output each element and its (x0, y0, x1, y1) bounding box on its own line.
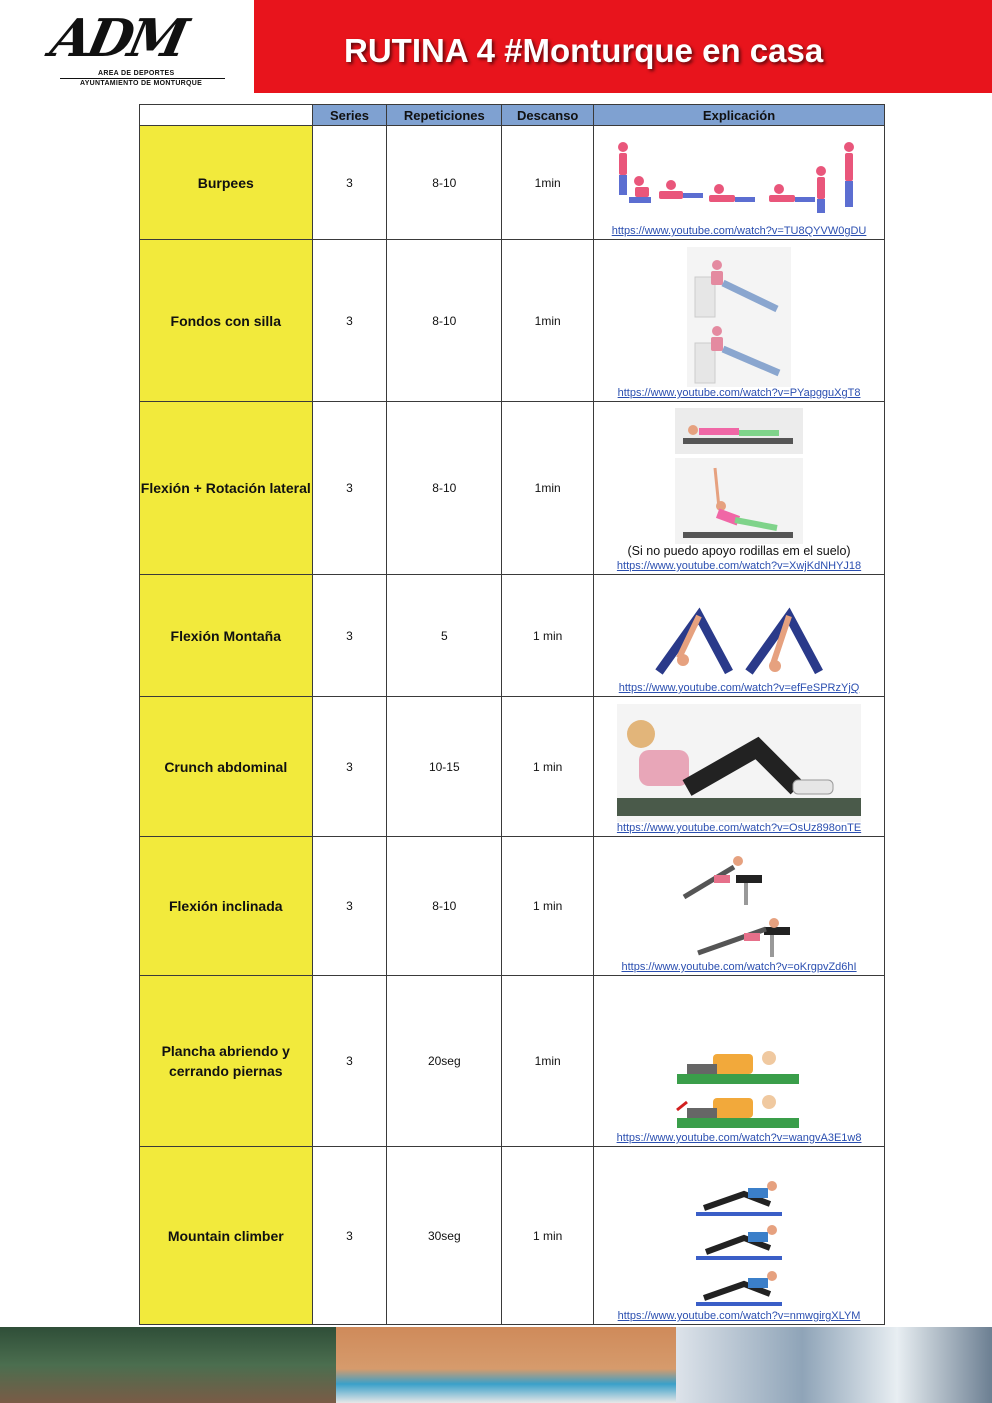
crunch-illustration (617, 704, 861, 822)
table-row (140, 697, 885, 837)
logo-mark: ADM (45, 8, 190, 69)
plank-jacks-illustration (673, 1044, 805, 1132)
video-link[interactable]: https://www.youtube.com/watch?v=XwjKdNHYJ18 (616, 560, 862, 572)
pike-pushup-illustration (639, 602, 839, 682)
video-link[interactable]: https://www.youtube.com/watch?v=wangvA3E1w8 (616, 1132, 862, 1144)
table-row (140, 1147, 885, 1325)
header-series: Series (312, 105, 387, 126)
logo-divider (60, 78, 225, 79)
video-link[interactable]: https://www.youtube.com/watch?v=oKrgpvZd6hI (621, 961, 857, 973)
explanation-cell (594, 837, 885, 976)
rest-cell: 1min (502, 126, 594, 240)
explanation-cell (594, 575, 885, 697)
exercise-name: Flexión inclinada (140, 837, 313, 976)
exercise-name: Crunch abdominal (140, 697, 313, 837)
rest-cell: 1 min (502, 697, 594, 837)
video-link[interactable]: https://www.youtube.com/watch?v=TU8QYVW0gDU (611, 225, 867, 237)
title-bar (254, 0, 992, 93)
reps-cell: 8-10 (387, 837, 502, 976)
pushup-rotation-illustration (675, 408, 803, 544)
explanation-cell (594, 697, 885, 837)
series-cell: 3 (312, 240, 387, 402)
video-link[interactable]: https://www.youtube.com/watch?v=efFeSPRzYjQ (618, 682, 860, 694)
routine-table (139, 104, 885, 1325)
table-row (140, 837, 885, 976)
table-row (140, 126, 885, 240)
mountain-climber-illustration (694, 1178, 784, 1310)
series-cell: 3 (312, 837, 387, 976)
chair-dips-illustration (687, 247, 791, 387)
page-title: RUTINA 4 #Monturque en casa (344, 32, 824, 69)
series-cell: 3 (312, 1147, 387, 1325)
reps-cell: 10-15 (387, 697, 502, 837)
explanation-cell (594, 402, 885, 575)
header-reps: Repeticiones (387, 105, 502, 126)
reps-cell: 8-10 (387, 240, 502, 402)
table-row (140, 575, 885, 697)
header-explanation: Explicación (594, 105, 885, 126)
series-cell: 3 (312, 575, 387, 697)
series-cell: 3 (312, 402, 387, 575)
table-row (140, 976, 885, 1147)
exercise-name: Burpees (140, 126, 313, 240)
footer-photo-strip (0, 1327, 992, 1403)
exercise-note: (Si no puedo apoyo rodillas em el suelo) (627, 544, 851, 558)
reps-cell: 8-10 (387, 126, 502, 240)
rest-cell: 1min (502, 240, 594, 402)
reps-cell: 5 (387, 575, 502, 697)
explanation-cell (594, 126, 885, 240)
reps-cell: 8-10 (387, 402, 502, 575)
logo (0, 0, 254, 93)
burpees-illustration (609, 137, 869, 225)
logo-subtitle-2: AYUNTAMIENTO DE MONTURQUE (80, 80, 203, 87)
footer-photo-courts (0, 1327, 336, 1403)
explanation-cell (594, 976, 885, 1147)
footer-photo-gym (676, 1327, 992, 1403)
exercise-name: Fondos con silla (140, 240, 313, 402)
table-row (140, 402, 885, 575)
exercise-name: Flexión + Rotación lateral (140, 402, 313, 575)
header-blank (140, 105, 313, 126)
rest-cell: 1 min (502, 837, 594, 976)
exercise-name: Plancha abriendo y cerrando piernas (140, 976, 313, 1147)
explanation-cell (594, 240, 885, 402)
rest-cell: 1 min (502, 575, 594, 697)
logo-subtitle-1: AREA DE DEPORTES (98, 70, 175, 77)
series-cell: 3 (312, 976, 387, 1147)
exercise-name: Mountain climber (140, 1147, 313, 1325)
video-link[interactable]: https://www.youtube.com/watch?v=PYapgguXgT8 (617, 387, 861, 399)
incline-pushup-illustration (674, 845, 804, 961)
header-rest: Descanso (502, 105, 594, 126)
rest-cell: 1 min (502, 1147, 594, 1325)
series-cell: 3 (312, 126, 387, 240)
rest-cell: 1min (502, 402, 594, 575)
table-row (140, 240, 885, 402)
video-link[interactable]: https://www.youtube.com/watch?v=OsUz898onTE (616, 822, 862, 834)
table-header-row (140, 105, 885, 126)
exercise-name: Flexión Montaña (140, 575, 313, 697)
explanation-cell (594, 1147, 885, 1325)
video-link[interactable]: https://www.youtube.com/watch?v=nmwgirgXLYM (617, 1310, 861, 1322)
reps-cell: 30seg (387, 1147, 502, 1325)
reps-cell: 20seg (387, 976, 502, 1147)
rest-cell: 1min (502, 976, 594, 1147)
series-cell: 3 (312, 697, 387, 837)
footer-photo-pool (336, 1327, 676, 1403)
